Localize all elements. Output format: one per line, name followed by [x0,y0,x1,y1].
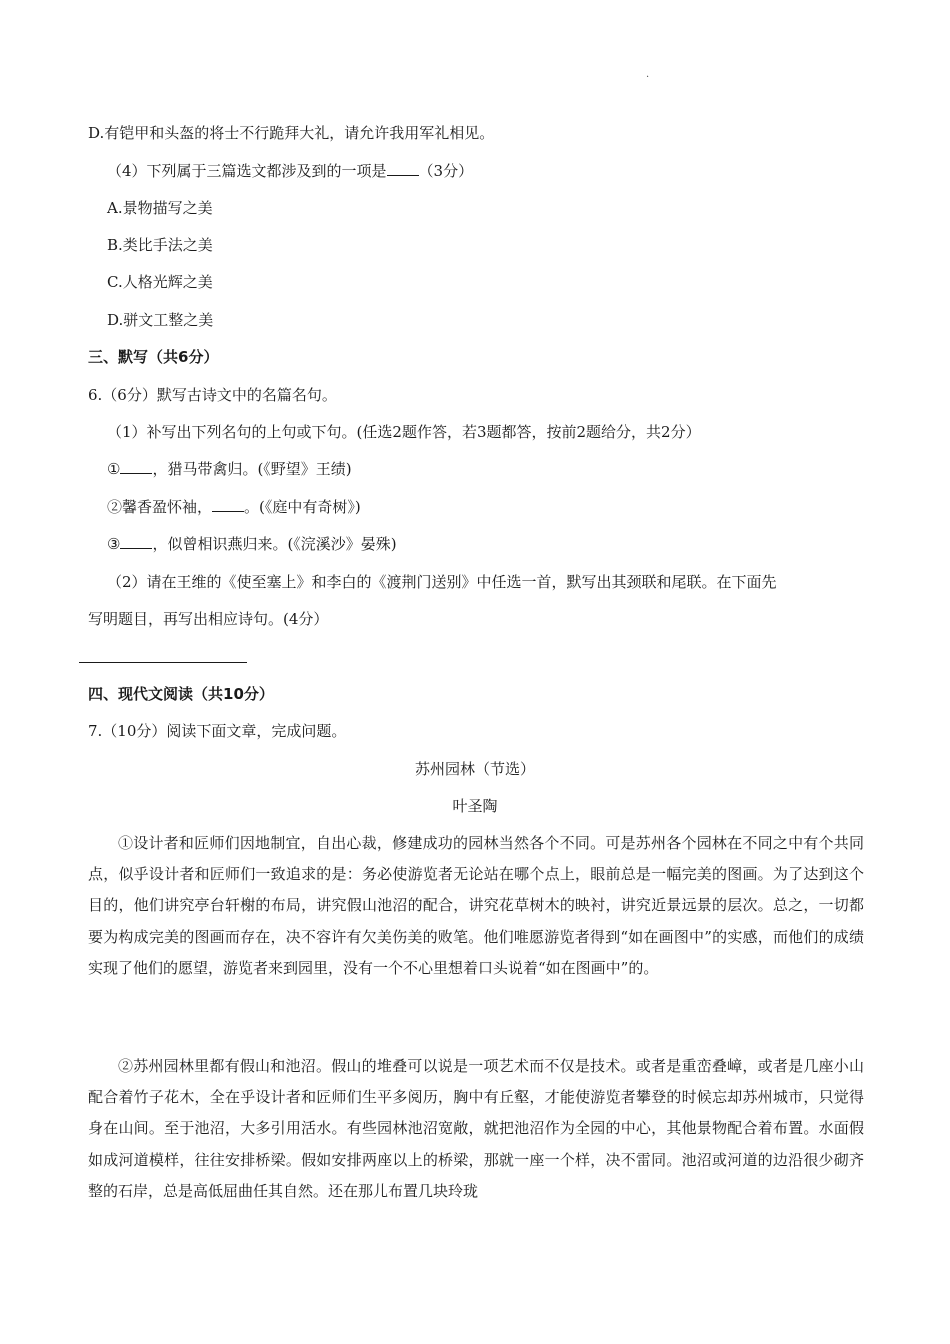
article-author: 叶圣陶 [452,797,498,815]
q5-sub4-suffix: （3分） [418,162,474,180]
q6-item1-post: ，猎马带禽归。(《野望》王绩) [152,460,352,478]
q5-option-c: C.人格光辉之美 [107,273,213,291]
q5-sub4-prefix: （4）下列属于三篇选文都涉及到的一项是 [107,162,387,180]
article-paragraph-1: ①设计者和匠师们因地制宜，自出心裁，修建成功的园林当然各个不同。可是苏州各个园林在不同之中有个共同点，似乎设计者和匠师们一致追求的是：务必使游览者无论站在哪个点上，眼前总是一幅完美的图画。为了达到这个目的，他们讲究亭台轩榭的布局，讲究假山池沼的配合，讲究花草树木的映衬，讲究近景远景的层次。总之，一切都要为构成完美的图画而存在，决不容许有欠美伤美的败笔。他们唯愿游览者得到“如在画图中”的实感，而他们的成绩实现了他们的愿望，游览者来到园里，没有一个不心里想着口头说着“如在图画中”的。 [88,834,864,977]
q6-sub1-stem: （1）补写出下列名句的上句或下句。(任选2题作答，若3题都答，按前2题给分，共2分） [107,423,701,441]
q6-item3-pre: ③ [107,535,121,553]
q6-item1-pre: ① [107,460,121,478]
q5-sub4-stem [107,161,473,181]
q6-item2 [107,497,361,517]
q6-item1 [107,459,352,479]
q6-item2-pre: ②馨香盈怀袖， [107,498,213,516]
q5-option-a: A.景物描写之美 [107,199,213,217]
answer-blank[interactable] [212,497,244,512]
q6-item3 [107,534,397,554]
q5-option-b: B.类比手法之美 [107,236,213,254]
answer-blank[interactable] [387,161,419,176]
q7-stem: 7.（10分）阅读下面文章，完成问题。 [88,722,347,740]
q5-option-d-line: D.有铠甲和头盔的将士不行跪拜大礼，请允许我用军礼相见。 [88,124,495,142]
article-paragraph-2: ②苏州园林里都有假山和池沼。假山的堆叠可以说是一项艺术而不仅是技术。或者是重峦叠嶂，或者是几座小山配合着竹子花木，全在乎设计者和匠师们生平多阅历，胸中有丘壑，才能使游览者攀登的时候忘却苏州城市，只觉得身在山间。至于池沼，大多引用活水。有些园林池沼宽敞，就把池沼作为全园的中心，其他景物配合着布置。水面假如成河道模样，往往安排桥梁。假如安排两座以上的桥梁，那就一座一个样，决不雷同。池沼或河道的边沿很少砌齐整的石岸，总是高低屈曲任其自然。还在那儿布置几块玲珑 [88,1057,864,1200]
q6-sub2-line1: （2）请在王维的《使至塞上》和李白的《渡荆门送别》中任选一首，默写出其颈联和尾联。在下面先 [107,573,777,591]
section3-title: 三、默写（共6分） [88,348,219,366]
q5-option-d: D.骈文工整之美 [107,311,214,329]
header-dot: · [646,72,650,83]
section4-title: 四、现代文阅读（共10分） [88,685,274,703]
answer-blank[interactable] [120,534,152,549]
answer-blank[interactable] [120,459,152,474]
q6-item3-post: ，似曾相识燕归来。(《浣溪沙》晏殊) [152,535,397,553]
q6-item2-post: 。(《庭中有奇树》) [244,498,361,516]
article-title: 苏州园林（节选） [414,760,535,778]
answer-line[interactable] [79,662,247,663]
q6-stem: 6.（6分）默写古诗文中的名篇名句。 [88,386,337,404]
q6-sub2-line2: 写明题目，再写出相应诗句。(4分） [88,610,329,628]
